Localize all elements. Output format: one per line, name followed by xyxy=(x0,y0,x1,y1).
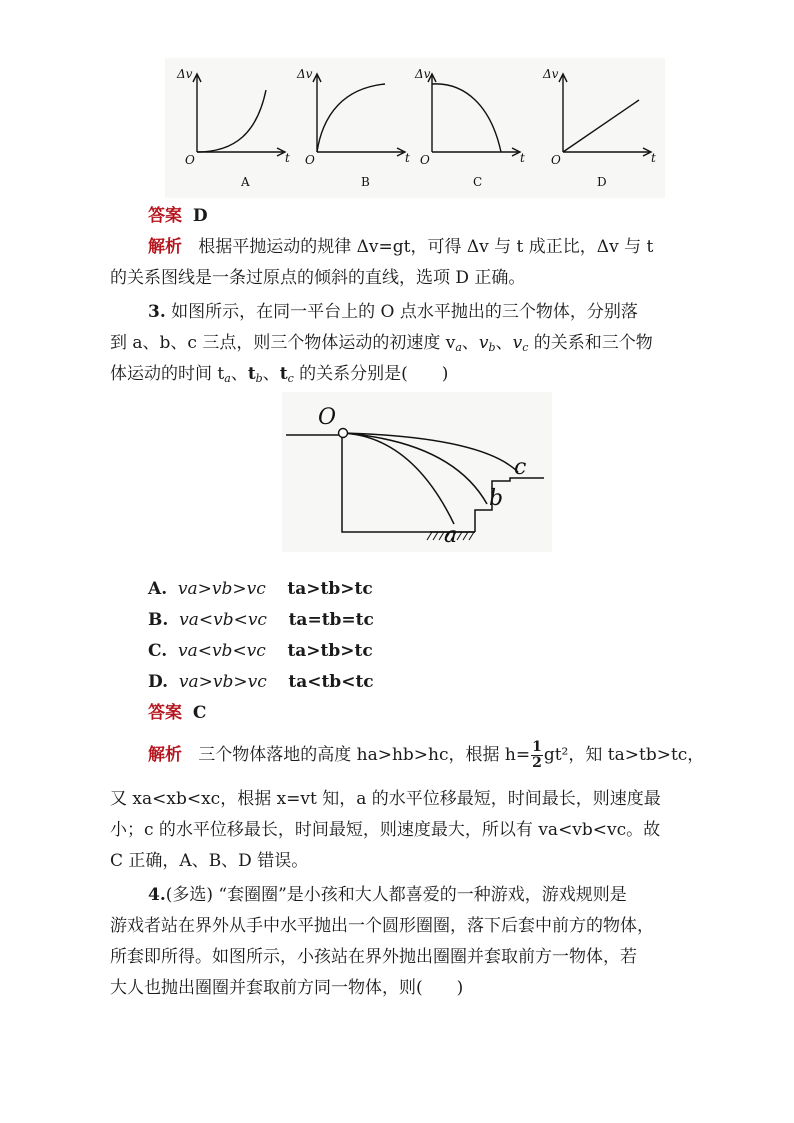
answer-label: 答案 xyxy=(148,703,182,723)
option-c-label: C. xyxy=(148,641,168,661)
graph-d-xlabel: t xyxy=(651,151,656,165)
sub-a: a xyxy=(455,341,462,354)
q3-stem-line2-text: 到 a、b、c 三点，则三个物体运动的初速度 v xyxy=(110,333,456,353)
v-c: v xyxy=(512,333,523,353)
option-b-velocity: va<vb<vc xyxy=(179,610,267,630)
q3-stem-line3: 体运动的时间 $t_a$、$t_b$、$t_c$ 的关系分别是( ) xyxy=(110,364,449,385)
label-b: b xyxy=(489,486,504,511)
analysis-label: 解析 xyxy=(148,745,182,765)
sub-a: a xyxy=(224,372,231,385)
option-b-time: ta=tb=tc xyxy=(288,610,374,630)
analysis-text: 根据平抛运动的规律 Δv=gt，可得 Δv 与 t 成正比，Δv 与 t xyxy=(198,237,654,257)
q3-analysis-line3: 小；c 的水平位移最长，时间最短，则速度最大，所以有 va<vb<vc。故 xyxy=(110,820,661,840)
answer-value: D xyxy=(192,206,208,226)
graph-c-ylabel: Δv xyxy=(415,67,431,81)
answer-value: C xyxy=(192,703,207,723)
graph-b xyxy=(313,74,405,156)
label-a: a xyxy=(444,523,458,548)
q3-analysis-line2: 又 xa<xb<xc，根据 x=vt 知，a 的水平位移最短，时间最长，则速度最 xyxy=(110,789,661,809)
graph-c-xlabel: t xyxy=(520,151,525,165)
option-d-label: D. xyxy=(148,672,169,692)
q4-stem-line2: 游戏者站在界外从手中水平抛出一个圆形圈圈，落下后套中前方的物体， xyxy=(110,916,654,936)
option-c[interactable] xyxy=(148,640,373,662)
q3-stem-line2-tail: 的关系和三个物 xyxy=(533,333,653,353)
option-d-velocity: va>vb>vc xyxy=(178,672,267,692)
q2-answer xyxy=(148,205,208,227)
analysis-text-b: gt²，知 ta>tb>tc， xyxy=(543,745,705,765)
graph-b-caption: B xyxy=(361,175,370,189)
fraction-numerator: 1 xyxy=(532,739,542,755)
q3-answer xyxy=(148,702,206,724)
graph-a-ylabel: Δv xyxy=(177,67,193,81)
option-b-label: B. xyxy=(148,610,169,630)
q4-number: 4. xyxy=(148,885,166,905)
option-c-velocity: va<vb<vc xyxy=(177,641,266,661)
steps-outline xyxy=(475,478,544,532)
trajectory-a xyxy=(343,433,454,524)
label-c: c xyxy=(514,455,527,480)
graph-d-origin: O xyxy=(551,153,561,167)
graph-b-xlabel: t xyxy=(405,151,410,165)
answer-label: 答案 xyxy=(148,206,182,226)
graph-c-origin: O xyxy=(420,153,430,167)
fraction-half xyxy=(531,740,543,771)
graph-a-caption: A xyxy=(241,175,250,189)
q2-analysis-line1 xyxy=(148,236,653,258)
trajectory-b xyxy=(343,433,487,504)
q3-stem-text: 如图所示，在同一平台上的 O 点水平抛出的三个物体，分别落 xyxy=(171,302,638,322)
dv-t-graphs-figure xyxy=(165,58,665,198)
option-a-label: A. xyxy=(148,579,168,599)
q3-analysis-line1 xyxy=(148,740,704,771)
graph-a-xlabel: t xyxy=(285,151,290,165)
t-b: t xyxy=(247,364,256,384)
q4-stem-text: (多选) “套圈圈”是小孩和大人都喜爱的一种游戏，游戏规则是 xyxy=(165,885,627,905)
t-c: t xyxy=(279,364,288,384)
graph-d xyxy=(559,74,651,156)
launch-point-marker xyxy=(339,429,348,438)
option-a-velocity: va>vb>vc xyxy=(177,579,266,599)
q3-stem-line1 xyxy=(148,301,638,323)
graph-d-caption: D xyxy=(597,175,607,189)
q3-stem-line3-tail: 的关系分别是( ) xyxy=(299,364,449,384)
option-d-time: ta<tb<tc xyxy=(288,672,374,692)
analysis-label: 解析 xyxy=(148,237,182,257)
graph-d-ylabel: Δv xyxy=(543,67,559,81)
graph-a-origin: O xyxy=(185,153,195,167)
fraction-denominator: 2 xyxy=(532,755,542,771)
sub-b: b xyxy=(255,372,263,385)
q3-stem-line2: 到 a、b、c 三点，则三个物体运动的初速度 $v_a$、$v_b$、$v_c$ 的关系和三个物 xyxy=(110,333,653,354)
option-c-time: ta>tb>tc xyxy=(287,641,373,661)
platform-trajectory-figure xyxy=(282,392,552,552)
q3-stem-line3-text: 体运动的时间 t xyxy=(110,364,225,384)
trajectory-c xyxy=(343,433,518,472)
q2-analysis-line2: 的关系图线是一条过原点的倾斜的直线，选项 D 正确。 xyxy=(110,268,526,288)
sub-b: b xyxy=(488,341,496,354)
platform-outline xyxy=(286,435,475,532)
option-b[interactable] xyxy=(148,609,374,631)
label-o: O xyxy=(318,405,337,430)
sub-c: c xyxy=(522,341,529,354)
q4-stem-line4: 大人也抛出圈圈并套取前方同一物体，则( ) xyxy=(110,978,464,998)
graph-c-caption: C xyxy=(473,175,483,189)
graph-b-ylabel: Δv xyxy=(297,67,313,81)
option-d[interactable] xyxy=(148,671,374,693)
v-b: v xyxy=(478,333,489,353)
analysis-text-a: 三个物体落地的高度 ha>hb>hc，根据 h= xyxy=(198,745,531,765)
graph-b-origin: O xyxy=(305,153,315,167)
q4-stem-line1 xyxy=(148,884,627,906)
q3-number: 3. xyxy=(148,302,166,322)
sub-c: c xyxy=(287,372,294,385)
option-a-time: ta>tb>tc xyxy=(287,579,373,599)
q3-analysis-line4: C 正确，A、B、D 错误。 xyxy=(110,851,309,871)
graph-a xyxy=(193,74,285,156)
graph-c xyxy=(428,74,520,156)
q4-stem-line3: 所套即所得。如图所示，小孩站在界外抛出圈圈并套取前方一物体，若 xyxy=(110,947,637,967)
option-a[interactable] xyxy=(148,578,373,600)
